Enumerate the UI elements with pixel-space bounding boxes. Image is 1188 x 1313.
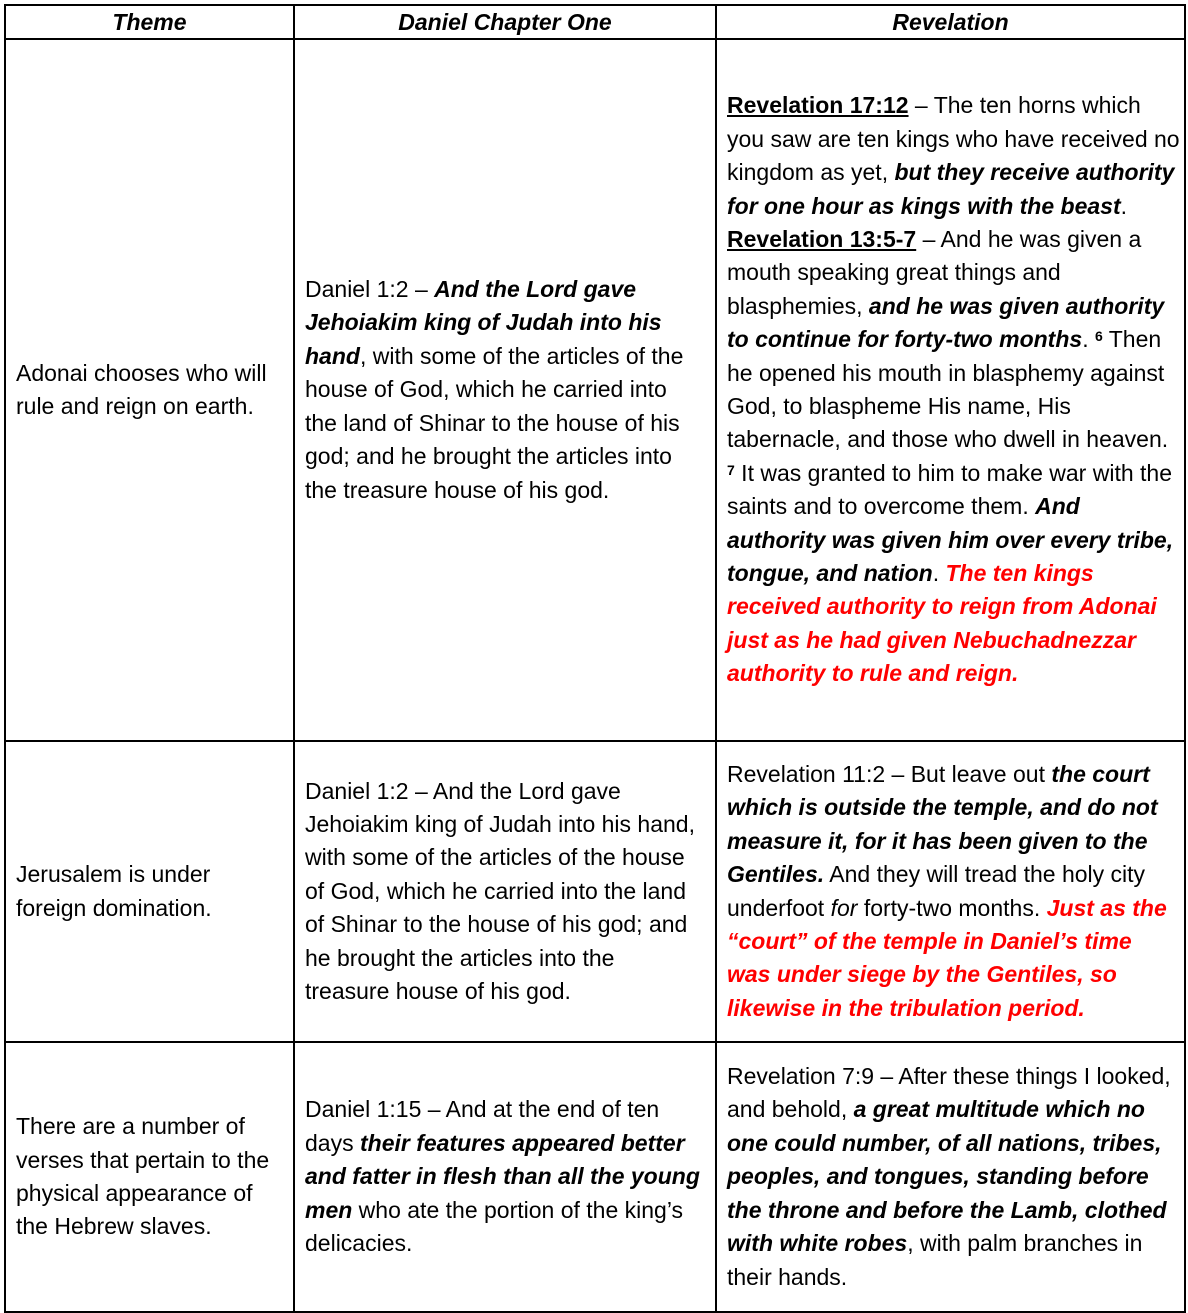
revelation-emphasis: the court which is outside the temple, and do not measure it, for it has been given to the Gentiles.: [727, 760, 1158, 888]
revelation-text: Revelation 7:9 – After these things I looked, and behold,: [727, 1063, 1171, 1123]
table-row: [5, 1042, 1185, 1312]
revelation-ref: Revelation 17:12: [727, 92, 909, 119]
theme-text: There are a number of verses that pertain to the physical appearance of the Hebrew slaves.: [16, 1113, 270, 1240]
header-row: [5, 5, 1185, 39]
revelation-text: forty-two months.: [857, 894, 1047, 921]
revelation-cell: [716, 39, 1185, 741]
revelation-text: Revelation 11:2 – But leave out: [727, 760, 1052, 787]
table-row: [5, 39, 1185, 741]
revelation-emphasis: and he was given authority to continue for forty-two months: [727, 292, 1165, 353]
header-daniel: Daniel Chapter One: [294, 5, 716, 39]
verse-number: 7: [727, 461, 735, 478]
daniel-ref: Daniel 1:2 –: [305, 276, 435, 303]
theme-cell: [5, 1042, 294, 1312]
daniel-cell: [294, 741, 716, 1042]
revelation-punct: .: [1120, 192, 1127, 219]
theme-text: Adonai chooses who will rule and reign on earth.: [16, 359, 267, 419]
revelation-text: And they will tread the holy city underfoot: [727, 861, 1146, 921]
daniel-text: Daniel 1:2 – And the Lord gave Jehoiakim king of Judah into his hand, with some of the articles of the house of God, which he carried into the land of Shinar to the house of his god; and he brought the articles into the treasure house of his god.: [305, 777, 695, 1005]
revelation-punct: .: [932, 560, 946, 587]
header-theme: Theme: [5, 5, 294, 39]
verse-number: 6: [1094, 328, 1103, 345]
revelation-text: Then he opened his mouth in blasphemy against God, to blaspheme His name, His tabernacle, and those who dwell in heaven.: [727, 326, 1169, 453]
revelation-emphasis: a great multitude which no one could number, of all nations, tribes, peoples, and tongues, standing before the throne and before the Lamb, clothed with white robes: [727, 1096, 1167, 1257]
daniel-ref: Daniel 1:15 – And at the end of ten days: [305, 1096, 660, 1156]
revelation-cell: [716, 1042, 1185, 1312]
revelation-ref: Revelation 13:5-7: [727, 225, 917, 252]
header-revelation: Revelation: [716, 5, 1185, 39]
revelation-text: , with palm branches in their hands.: [727, 1230, 1143, 1290]
theme-cell: [5, 741, 294, 1042]
revelation-emphasis: but they receive authority for one hour as kings with the beast: [727, 159, 1175, 219]
daniel-emphasis: And the Lord gave Jehoiakim king of Judah into his hand: [305, 276, 662, 369]
commentary-note: Just as the “court” of the temple in Daniel’s time was under siege by the Gentiles, so likewise in the tribulation period.: [727, 894, 1167, 1021]
revelation-italic: for: [830, 894, 858, 921]
theme-text: Jerusalem is under foreign domination.: [16, 861, 212, 921]
revelation-text: – And he was given a mouth speaking great things and blasphemies,: [727, 225, 1142, 319]
daniel-cell: [294, 1042, 716, 1312]
revelation-punct: .: [1082, 326, 1095, 353]
table-row: [5, 741, 1185, 1042]
revelation-text: – The ten horns which you saw are ten kings who have received no kingdom as yet,: [727, 92, 1180, 186]
daniel-emphasis: their features appeared better and fatter in flesh than all the young men: [305, 1129, 700, 1223]
daniel-cell: [294, 39, 716, 741]
revelation-emphasis: And authority was given him over every tribe, tongue, and nation: [727, 493, 1174, 587]
daniel-rest: , with some of the articles of the house of God, which he carried into the land of Shinar to the house of his god; and he brought the articles into the treasure house of his god.: [305, 342, 684, 503]
comparison-table: [4, 4, 1186, 1313]
revelation-cell: [716, 741, 1185, 1042]
revelation-text: It was granted to him to make war with the saints and to overcome them.: [727, 459, 1172, 520]
commentary-note: The ten kings received authority to reign from Adonai just as he had given Nebuchadnezzar authority to rule and reign.: [727, 560, 1157, 687]
daniel-rest: who ate the portion of the king’s delicacies.: [305, 1196, 684, 1257]
theme-cell: [5, 39, 294, 741]
